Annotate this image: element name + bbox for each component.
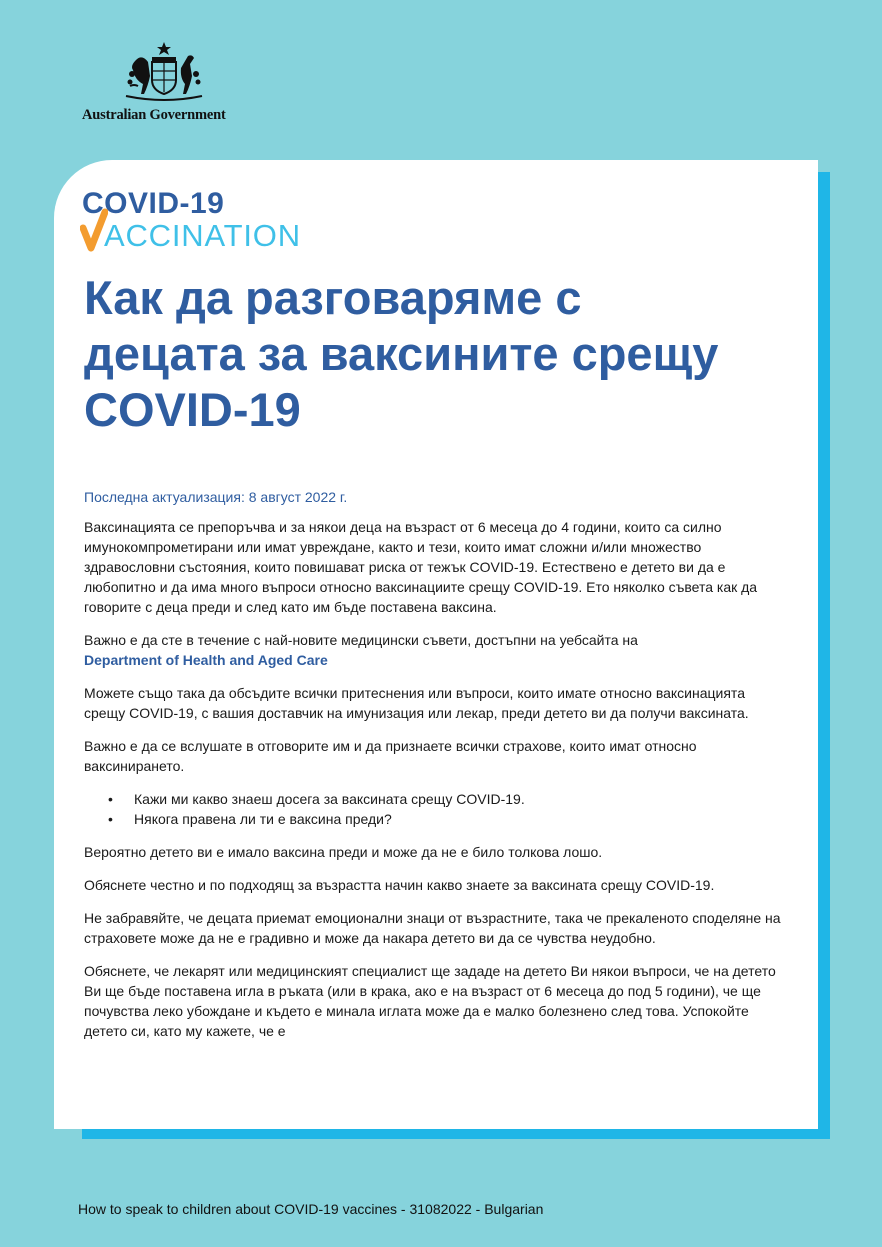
paragraph-previous-vaccine: Вероятно детето ви е имало ваксина преди и може да не е било толкова лошо. bbox=[84, 844, 603, 860]
page-footer: How to speak to children about COVID-19 vaccines - 31082022 - Bulgarian bbox=[78, 1201, 544, 1217]
document-title: Как да разговаряме с децата за ваксините срещу COVID-19 bbox=[84, 271, 719, 436]
logo-line-covid: COVID-19 bbox=[82, 187, 225, 220]
government-branding bbox=[78, 40, 248, 123]
list-item: • Кажи ми какво знаеш досега за ваксината срещу COVID-19. bbox=[134, 789, 784, 809]
question-list bbox=[84, 789, 784, 829]
covid-vaccination-logo bbox=[82, 188, 342, 252]
last-updated: Последна актуализация: 8 август 2022 г. bbox=[84, 489, 348, 505]
department-link[interactable]: Department of Health and Aged Care bbox=[84, 652, 328, 668]
paragraph-medical-advice bbox=[84, 630, 784, 670]
paragraph-emotional-cues: Не забравяйте, че децата приемат емоционални знаци от възрастните, така че прекаленото споделяне на страховете може да не е градивно и може да накара детето ви да се чувства неудобно. bbox=[84, 910, 781, 946]
logo-line-vaccination: ACCINATION bbox=[104, 218, 301, 253]
paragraph-procedure: Обяснете, че лекарят или медицинският специалист ще зададе на детето Ви някои въпроси, че на детето Ви ще бъде поставена игла в ръката (или в крака, ако е на възраст от 6 месеца до под 5 години), че ще почувства леко убождане и където е минала иглата може да е малко болезнено след това. Успокойте детето си, като му кажете, че е bbox=[84, 963, 776, 1039]
government-name: Australian Government bbox=[82, 107, 226, 123]
paragraph-discuss: Можете също така да обсъдите всички притеснения или въпроси, които имате относно ваксинацията срещу COVID-19, с вашия доставчик на имунизация или лекар, преди детето ви да получи ваксината. bbox=[84, 685, 749, 721]
paragraph-intro: Ваксинацията се препоръчва и за някои деца на възраст от 6 месеца до 4 години, които са силно имунокомпрометирани или имат увреждане, както и тези, които имат сложни и/или множество здравословни състояния, които повишават риска от тежък COVID-19. Естествено е детето ви да е любопитно и да има много въпроси относно ваксинациите срещу COVID-19. Ето няколко съвета как да говорите с деца преди и след като им бъде поставена ваксина. bbox=[84, 519, 758, 615]
paragraph-explain: Обяснете честно и по подходящ за възрастта начин какво знаете за ваксината срещу COVID-19. bbox=[84, 877, 715, 893]
coat-of-arms-icon bbox=[122, 40, 206, 102]
paragraph-listen: Важно е да се вслушате в отговорите им и да признаете всички страхове, които имат относно ваксинирането. bbox=[84, 738, 697, 774]
list-item: • Някога правена ли ти е ваксина преди? bbox=[134, 809, 784, 829]
document-body bbox=[84, 517, 784, 1054]
paragraph-medical-advice-text: Важно е да сте в течение с най-новите медицински съвети, достъпни на уебсайта на bbox=[84, 632, 638, 648]
